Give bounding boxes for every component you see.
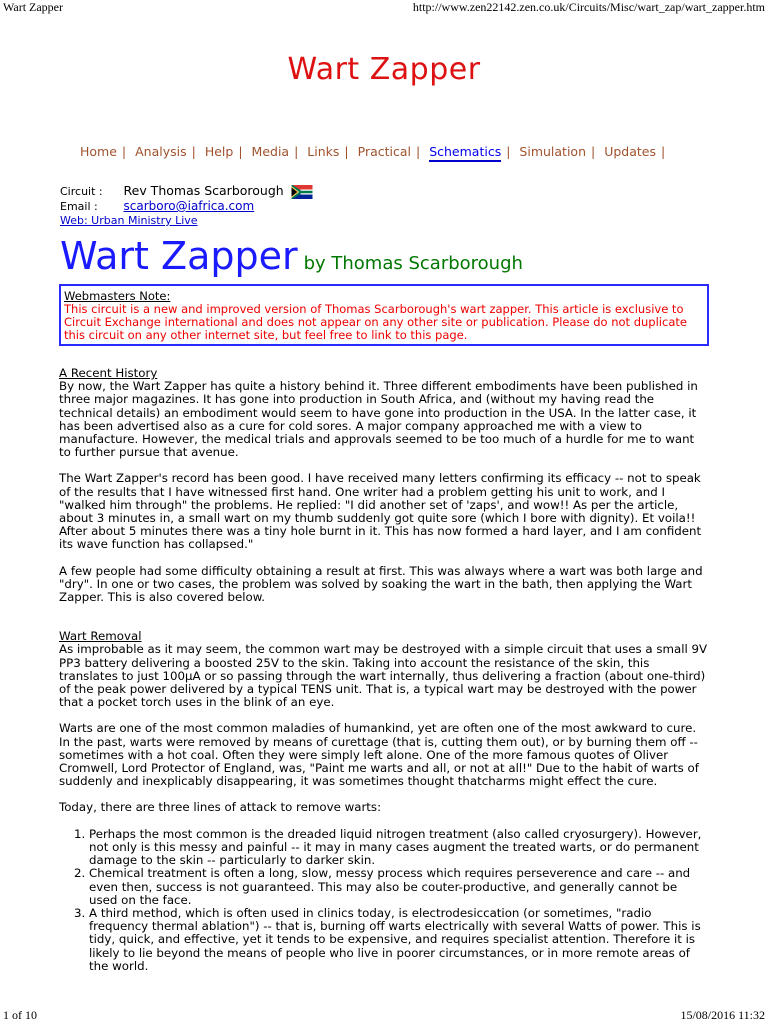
email-link[interactable]: scarboro@iafrica.com — [123, 199, 255, 213]
site-title: Wart Zapper — [287, 52, 481, 87]
webmaster-note-body: This circuit is a new and improved version of Thomas Scarborough's wart zapper. This article is exclusive to Circuit Exchange international and does not appear on any other site or publication. Please do not duplicate this circuit on any other internet site, but feel free to link to this page. — [64, 302, 687, 342]
nav-practical[interactable]: Practical — [357, 144, 411, 159]
nav-separator: | — [506, 144, 511, 159]
circuit-row — [60, 184, 313, 199]
list-item: 2. Chemical treatment is often a long, slow, messy process which requires perseverence and care -- and even then, success is not guaranteed. This may also be couter-productive, and generally cannot be used on the face. — [89, 867, 709, 907]
paragraph: A few people had some difficulty obtaining a result at first. This was always where a wart was both large and "dry". In one or two cases, the problem was solved by soaking the wart in the bath, then applying the Wart Zapper. This is also covered below. — [59, 563, 703, 605]
list-item: 3. A third method, which is often used in clinics today, is electrodesiccation (or sometimes, "radio frequency thermal ablation") -- that is, burning off warts electrically with several Watts of power. This is tidy, quick, and effective, yet it tends to be expensive, and requires specialist attention. Therefore it is likely to lie beyond the means of people who live in poorer circumstances, or in more remote areas of the world. — [89, 907, 709, 973]
nav-links[interactable]: Links — [307, 144, 340, 159]
nav-separator: | — [591, 144, 596, 159]
nav-analysis[interactable]: Analysis — [135, 144, 187, 159]
paragraph: Today, there are three lines of attack to remove warts: — [59, 800, 382, 815]
nav-separator: | — [121, 144, 127, 159]
article-byline: by Thomas Scarborough — [303, 253, 523, 274]
paragraph: The Wart Zapper's record has been good. I have received many letters confirming its efficacy -- not to speak of the results that I have witnessed first hand. One writer had a problem getting his unit to work, and I "walked him through" the problems. He replied: "I did another set of 'zaps', and wow!! As per the article, about 3 minutes in, a small wart on my thumb suddenly got quite sore (which I bore with dignity). Et voila!! After about 5 minutes there was a tiny hole burnt in it. This has now formed a hard layer, and I am confident its wave function has collapsed." — [59, 471, 702, 552]
email-label: Email : — [60, 200, 98, 213]
page-count: 1 of 10 — [3, 1008, 37, 1022]
print-footer — [0, 1008, 768, 1024]
nav-simulation[interactable]: Simulation — [519, 144, 587, 159]
nav-separator: | — [661, 144, 666, 159]
nav-separator: | — [416, 144, 421, 159]
paragraph: Warts are one of the most common maladies of humankind, yet are often one of the most awkward to cure. In the past, warts were removed by means of curettage (that is, cutting them out), or by burning them off -- sometimes with a hot coal. Often they were simply left alone. One of the more famous quotes of Oliver Cromwell, Lord Protector of England, was, "Paint me warts and all, or not at all!" Due to the habit of warts of suddenly and inexplicably disappearing, it was sometimes thought thatcharms might effect the cure. — [59, 721, 699, 789]
author-meta — [60, 184, 313, 228]
circuit-label: Circuit : — [60, 185, 103, 198]
web-link[interactable]: Web: Urban Ministry Live — [60, 214, 198, 227]
section-heading-removal: Wart Removal — [59, 629, 142, 644]
nav-separator: | — [344, 144, 349, 159]
nav-separator: | — [294, 144, 299, 159]
nav-separator: | — [191, 144, 196, 159]
list-item: 1. Perhaps the most common is the dreaded liquid nitrogen treatment (also called cryosurgery). However, not only is this messy and painful -- it may in many cases augment the treated warts, or do permanent damage to the skin -- particularly to darker skin. — [89, 828, 709, 868]
web-row — [60, 214, 313, 228]
webmaster-note-title: Webmasters Note: — [64, 289, 171, 303]
paragraph: By now, the Wart Zapper has quite a history behind it. Three different embodiments have been published in three major magazines. It has gone into production in South Africa, and (without my having read the technical details) an embodiment would seem to have gone into production in the USA. In the latter case, it has been advertised also as a cure for cold sores. A major company approached me with a view to manufacture. However, the medical trials and approvals seemed to be too much of a hurdle for me to want to further pursue that avenue. — [59, 379, 698, 460]
nav-schematics[interactable]: Schematics — [429, 144, 501, 162]
webmaster-note — [59, 284, 709, 346]
author-name: Rev Thomas Scarborough — [123, 183, 284, 198]
print-header-title: Wart Zapper — [3, 0, 63, 14]
article-body — [59, 367, 709, 973]
nav-updates[interactable]: Updates — [604, 144, 657, 159]
section-heading-history: A Recent History — [59, 366, 158, 380]
email-row — [60, 199, 313, 214]
site-nav — [80, 144, 670, 159]
print-header-url: http://www.zen22142.zen.co.uk/Circuits/Misc/wart_zap/wart_zapper.htm — [412, 0, 765, 14]
print-header — [0, 0, 768, 16]
print-timestamp: 15/08/2016 11:32 — [680, 1008, 765, 1022]
nav-separator: | — [238, 144, 243, 159]
treatment-list — [59, 828, 709, 973]
article-title: Wart Zapper — [60, 234, 298, 278]
nav-home[interactable]: Home — [80, 144, 117, 159]
nav-media[interactable]: Media — [251, 144, 290, 159]
nav-help[interactable]: Help — [204, 144, 234, 159]
article-title-block — [60, 234, 523, 278]
south-africa-flag-icon — [291, 185, 313, 199]
paragraph: As improbable as it may seem, the common wart may be destroyed with a simple circuit that uses a small 9V PP3 battery delivering a boosted 25V to the skin. Taking into account the resistance of the skin, this translates to just 100µA or so passing through the wart internally, thus delivering a fraction (about one-third) of the peak power delivered by a typical TENS unit. That is, a typical wart may be destroyed with the power that a pocket torch uses in the blink of an eye. — [59, 642, 708, 710]
